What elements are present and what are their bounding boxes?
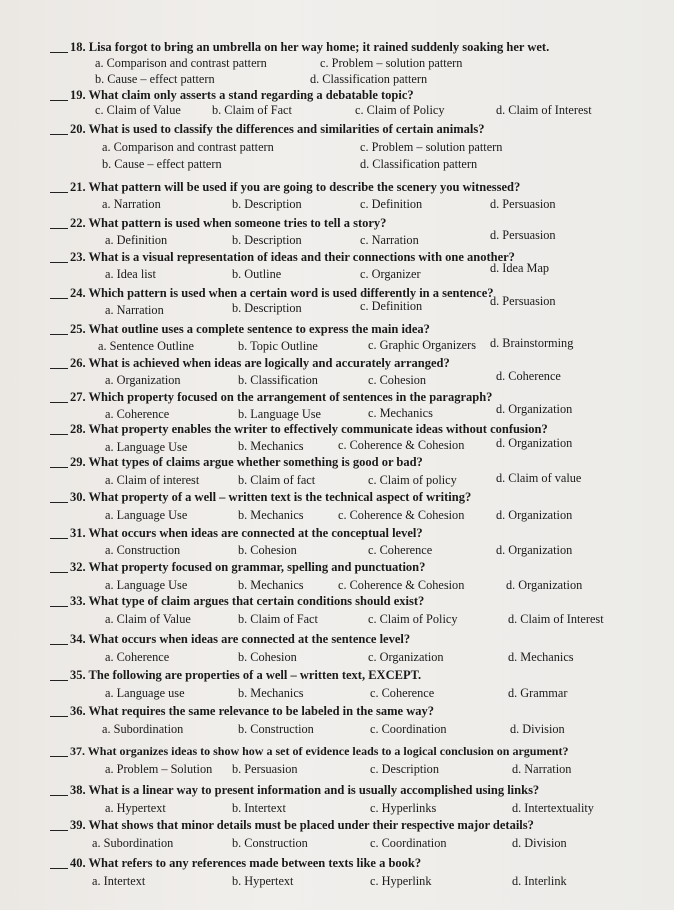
option-b: b. Topic Outline — [238, 339, 318, 353]
option-c: c. Problem – solution pattern — [360, 140, 503, 154]
option-d: d. Organization — [496, 508, 573, 522]
option-c: c. Narration — [360, 233, 419, 247]
option-c: c. Organizer — [360, 267, 421, 281]
question-stem: 38. What is a linear way to present information and is usually accomplished using links? — [70, 783, 540, 797]
answer-blank[interactable] — [50, 502, 68, 503]
option-c: c. Claim of Policy — [355, 103, 445, 117]
option-d: d. Organization — [496, 436, 573, 450]
option-d: d. Idea Map — [490, 261, 550, 275]
answer-blank[interactable] — [50, 644, 68, 645]
option-b: b. Classification — [238, 373, 318, 387]
answer-blank[interactable] — [50, 402, 68, 403]
option-b: b. Language Use — [238, 407, 321, 421]
option-a: a. Language Use — [105, 440, 188, 454]
question-stem: 28. What property enables the writer to effectively communicate ideas without confusion? — [70, 422, 548, 436]
option-d: d. Grammar — [508, 686, 568, 700]
question-stem: 30. What property of a well – written text is the technical aspect of writing? — [70, 490, 472, 504]
option-b: b. Mechanics — [238, 686, 304, 700]
option-c: c. Coordination — [370, 836, 447, 850]
option-c: c. Definition — [360, 299, 423, 313]
option-d: d. Mechanics — [508, 650, 574, 664]
question-stem: 18. Lisa forgot to bring an umbrella on her way home; it rained suddenly soaking her wet. — [70, 40, 550, 54]
option-a: a. Claim of Value — [105, 612, 191, 626]
option-d: d. Claim of value — [496, 471, 582, 485]
answer-blank[interactable] — [50, 134, 68, 135]
option-d: d. Classification pattern — [310, 72, 428, 86]
option-a: a. Problem – Solution — [105, 762, 213, 776]
option-d: d. Persuasion — [490, 294, 556, 308]
option-b: b. Cause – effect pattern — [95, 72, 215, 86]
option-d: d. Brainstorming — [490, 336, 574, 350]
answer-blank[interactable] — [50, 716, 68, 717]
option-d: d. Interlink — [512, 874, 567, 888]
question-stem: 35. The following are properties of a well – written text, EXCEPT. — [70, 668, 422, 682]
answer-blank[interactable] — [50, 228, 68, 229]
option-a: a. Claim of interest — [105, 473, 200, 487]
answer-blank[interactable] — [50, 368, 68, 369]
option-c: c. Mechanics — [368, 406, 433, 420]
option-c: c. Coherence & Cohesion — [338, 578, 465, 592]
option-a: a. Intertext — [92, 874, 146, 888]
answer-blank[interactable] — [50, 192, 68, 193]
question-stem: 36. What requires the same relevance to be labeled in the same way? — [70, 704, 434, 718]
option-d: d. Coherence — [496, 369, 561, 383]
option-c: c. Coherence & Cohesion — [338, 508, 465, 522]
option-a: a. Definition — [105, 233, 168, 247]
question-stem: 29. What types of claims argue whether something is good or bad? — [70, 455, 423, 469]
question-stem: 21. What pattern will be used if you are going to describe the scenery you witnessed? — [70, 180, 521, 194]
option-c: c. Hyperlink — [370, 874, 432, 888]
option-a: a. Language Use — [105, 578, 188, 592]
answer-blank[interactable] — [50, 572, 68, 573]
option-d: d. Organization — [506, 578, 583, 592]
option-b: b. Cause – effect pattern — [102, 157, 222, 171]
option-b: b. Mechanics — [238, 508, 304, 522]
option-b: b. Description — [232, 197, 302, 211]
question-stem: 19. What claim only asserts a stand regarding a debatable topic? — [70, 88, 414, 102]
answer-blank[interactable] — [50, 868, 68, 869]
option-b: b. Description — [232, 301, 302, 315]
question-stem: 22. What pattern is used when someone tries to tell a story? — [70, 216, 387, 230]
option-b: b. Claim of Fact — [212, 103, 292, 117]
option-c: c. Graphic Organizers — [368, 338, 477, 352]
option-d: d. Organization — [496, 402, 573, 416]
option-a: a. Coherence — [105, 650, 170, 664]
option-a: a. Subordination — [102, 722, 184, 736]
option-c: c. Coherence & Cohesion — [338, 438, 465, 452]
option-b: b. Claim of fact — [238, 473, 316, 487]
option-b: b. Construction — [238, 722, 314, 736]
question-stem: 20. What is used to classify the differences and similarities of certain animals? — [70, 122, 485, 136]
option-d: d. Organization — [496, 543, 573, 557]
option-c: c. Cohesion — [368, 373, 427, 387]
option-a: a. Comparison and contrast pattern — [95, 56, 267, 70]
option-b: b. Construction — [232, 836, 308, 850]
answer-blank[interactable] — [50, 52, 68, 53]
option-b: b. Outline — [232, 267, 282, 281]
option-c: c. Hyperlinks — [370, 801, 437, 815]
question-stem: 24. Which pattern is used when a certain word is used differently in a sentence? — [70, 286, 494, 300]
answer-blank[interactable] — [50, 334, 68, 335]
option-a: c. Claim of Value — [95, 103, 181, 117]
option-c: c. Claim of policy — [368, 473, 457, 487]
option-b: b. Mechanics — [238, 439, 304, 453]
option-c: c. Coordination — [370, 722, 447, 736]
option-c: c. Organization — [368, 650, 444, 664]
option-b: b. Cohesion — [238, 650, 297, 664]
option-a: a. Organization — [105, 373, 181, 387]
option-a: a. Language Use — [105, 508, 188, 522]
answer-blank[interactable] — [50, 434, 68, 435]
question-stem: 31. What occurs when ideas are connected at the conceptual level? — [70, 526, 423, 540]
option-b: b. Claim of Fact — [238, 612, 318, 626]
question-stem: 32. What property focused on grammar, spelling and punctuation? — [70, 560, 426, 574]
question-stem: 26. What is achieved when ideas are logically and accurately arranged? — [70, 356, 450, 370]
option-a: a. Hypertext — [105, 801, 166, 815]
option-c: c. Coherence — [370, 686, 435, 700]
option-d: d. Narration — [512, 762, 572, 776]
option-a: a. Sentence Outline — [98, 339, 194, 353]
answer-blank[interactable] — [50, 298, 68, 299]
option-c: c. Definition — [360, 197, 423, 211]
option-a: a. Narration — [105, 303, 164, 317]
option-b: b. Persuasion — [232, 762, 298, 776]
option-a: a. Coherence — [105, 407, 170, 421]
option-c: c. Coherence — [368, 543, 433, 557]
option-a: a. Construction — [105, 543, 181, 557]
option-c: c. Claim of Policy — [368, 612, 458, 626]
answer-blank[interactable] — [50, 680, 68, 681]
option-a: a. Language use — [105, 686, 185, 700]
option-d: d. Division — [512, 836, 567, 850]
question-stem: 23. What is a visual representation of ideas and their connections with one another? — [70, 250, 515, 264]
option-b: b. Mechanics — [238, 578, 304, 592]
answer-blank[interactable] — [50, 100, 68, 101]
option-d: d. Persuasion — [490, 228, 556, 242]
option-a: a. Narration — [102, 197, 161, 211]
question-stem: 37. What organizes ideas to show how a set of evidence leads to a logical conclusion on argument? — [70, 744, 569, 758]
option-d: d. Claim of Interest — [496, 103, 592, 117]
option-b: b. Intertext — [232, 801, 286, 815]
option-d: d. Claim of Interest — [508, 612, 604, 626]
option-c: c. Problem – solution pattern — [320, 56, 463, 70]
question-stem: 34. What occurs when ideas are connected at the sentence level? — [70, 632, 411, 646]
option-a: a. Idea list — [105, 267, 156, 281]
question-stem: 27. Which property focused on the arrangement of sentences in the paragraph? — [70, 390, 493, 404]
option-d: d. Persuasion — [490, 197, 556, 211]
option-d: d. Classification pattern — [360, 157, 478, 171]
option-b: b. Hypertext — [232, 874, 294, 888]
answer-blank[interactable] — [50, 538, 68, 539]
option-c: c. Description — [370, 762, 439, 776]
question-stem: 39. What shows that minor details must be placed under their respective major details? — [70, 818, 534, 832]
question-stem: 33. What type of claim argues that certain conditions should exist? — [70, 594, 425, 608]
question-stem: 25. What outline uses a complete sentence to express the main idea? — [70, 322, 430, 336]
option-b: b. Cohesion — [238, 543, 297, 557]
option-d: d. Intertextuality — [512, 801, 594, 815]
answer-blank[interactable] — [50, 830, 68, 831]
answer-blank[interactable] — [50, 467, 68, 468]
option-a: a. Subordination — [92, 836, 174, 850]
answer-blank[interactable] — [50, 606, 68, 607]
option-a: a. Comparison and contrast pattern — [102, 140, 274, 154]
option-d: d. Division — [510, 722, 565, 736]
question-stem: 40. What refers to any references made between texts like a book? — [70, 856, 422, 870]
answer-blank[interactable] — [50, 262, 68, 263]
answer-blank[interactable] — [50, 756, 68, 757]
answer-blank[interactable] — [50, 795, 68, 796]
option-b: b. Description — [232, 233, 302, 247]
